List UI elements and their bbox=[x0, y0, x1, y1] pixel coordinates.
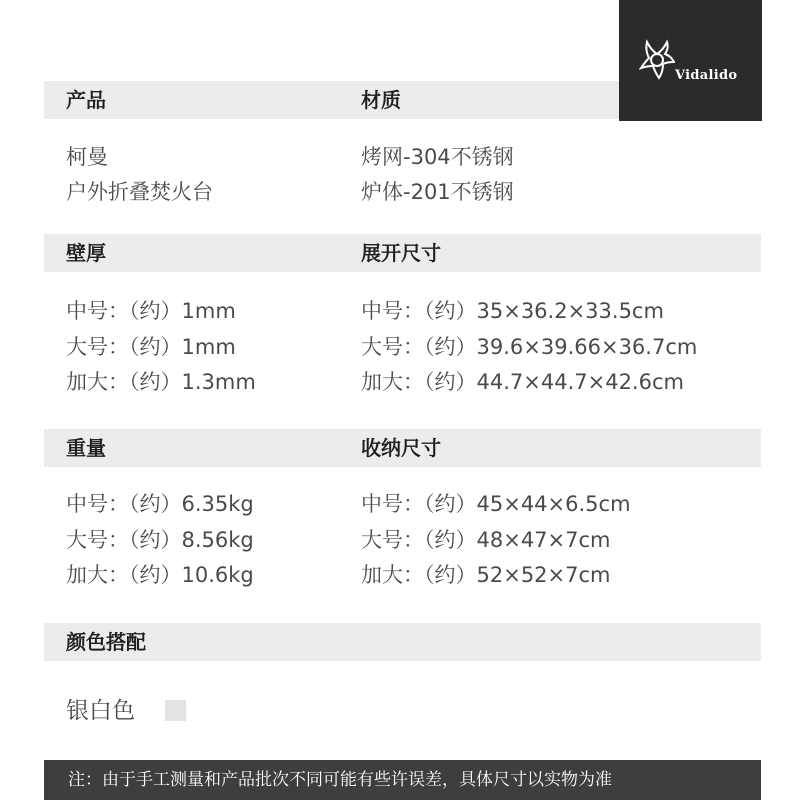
brand-logo-overlay bbox=[619, 0, 762, 121]
material-line-1: 烤网-304不锈钢 bbox=[361, 145, 514, 169]
brand-emblem-icon bbox=[639, 36, 675, 82]
weight-header: 重量 bbox=[66, 436, 106, 460]
open-size-line-3: 加大：（约）44.7×44.7×42.6cm bbox=[361, 370, 684, 394]
weight-line-3: 加大：（约）10.6kg bbox=[66, 563, 254, 587]
brand-name: Vidalido bbox=[675, 68, 738, 83]
material-header: 材质 bbox=[361, 88, 401, 112]
thickness-line-2: 大号：（约）1mm bbox=[66, 335, 236, 359]
weight-line-2: 大号：（约）8.56kg bbox=[66, 528, 254, 552]
open-size-line-1: 中号：（约）35×36.2×33.5cm bbox=[361, 299, 664, 323]
open-size-header: 展开尺寸 bbox=[361, 241, 441, 265]
folded-size-header: 收纳尺寸 bbox=[361, 436, 441, 460]
color-value: 银白色 bbox=[66, 698, 135, 724]
color-header: 颜色搭配 bbox=[66, 630, 146, 654]
product-line-1: 柯曼 bbox=[66, 145, 108, 169]
footer-note: 注：由于手工测量和产品批次不同可能有些许误差，具体尺寸以实物为准 bbox=[68, 770, 612, 790]
color-swatch bbox=[165, 700, 186, 721]
thickness-line-3: 加大：（约）1.3mm bbox=[66, 370, 256, 394]
thickness-line-1: 中号：（约）1mm bbox=[66, 299, 236, 323]
thickness-header: 壁厚 bbox=[66, 241, 106, 265]
folded-size-line-3: 加大：（约）52×52×7cm bbox=[361, 563, 611, 587]
header-band-color bbox=[44, 623, 761, 661]
weight-line-1: 中号：（约）6.35kg bbox=[66, 492, 254, 516]
product-header: 产品 bbox=[66, 88, 106, 112]
folded-size-line-2: 大号：（约）48×47×7cm bbox=[361, 528, 611, 552]
open-size-line-2: 大号：（约）39.6×39.66×36.7cm bbox=[361, 335, 698, 359]
footer-note-bar bbox=[44, 760, 761, 800]
material-line-2: 炉体-201不锈钢 bbox=[361, 180, 514, 204]
folded-size-line-1: 中号：（约）45×44×6.5cm bbox=[361, 492, 631, 516]
product-line-2: 户外折叠焚火台 bbox=[66, 180, 213, 204]
